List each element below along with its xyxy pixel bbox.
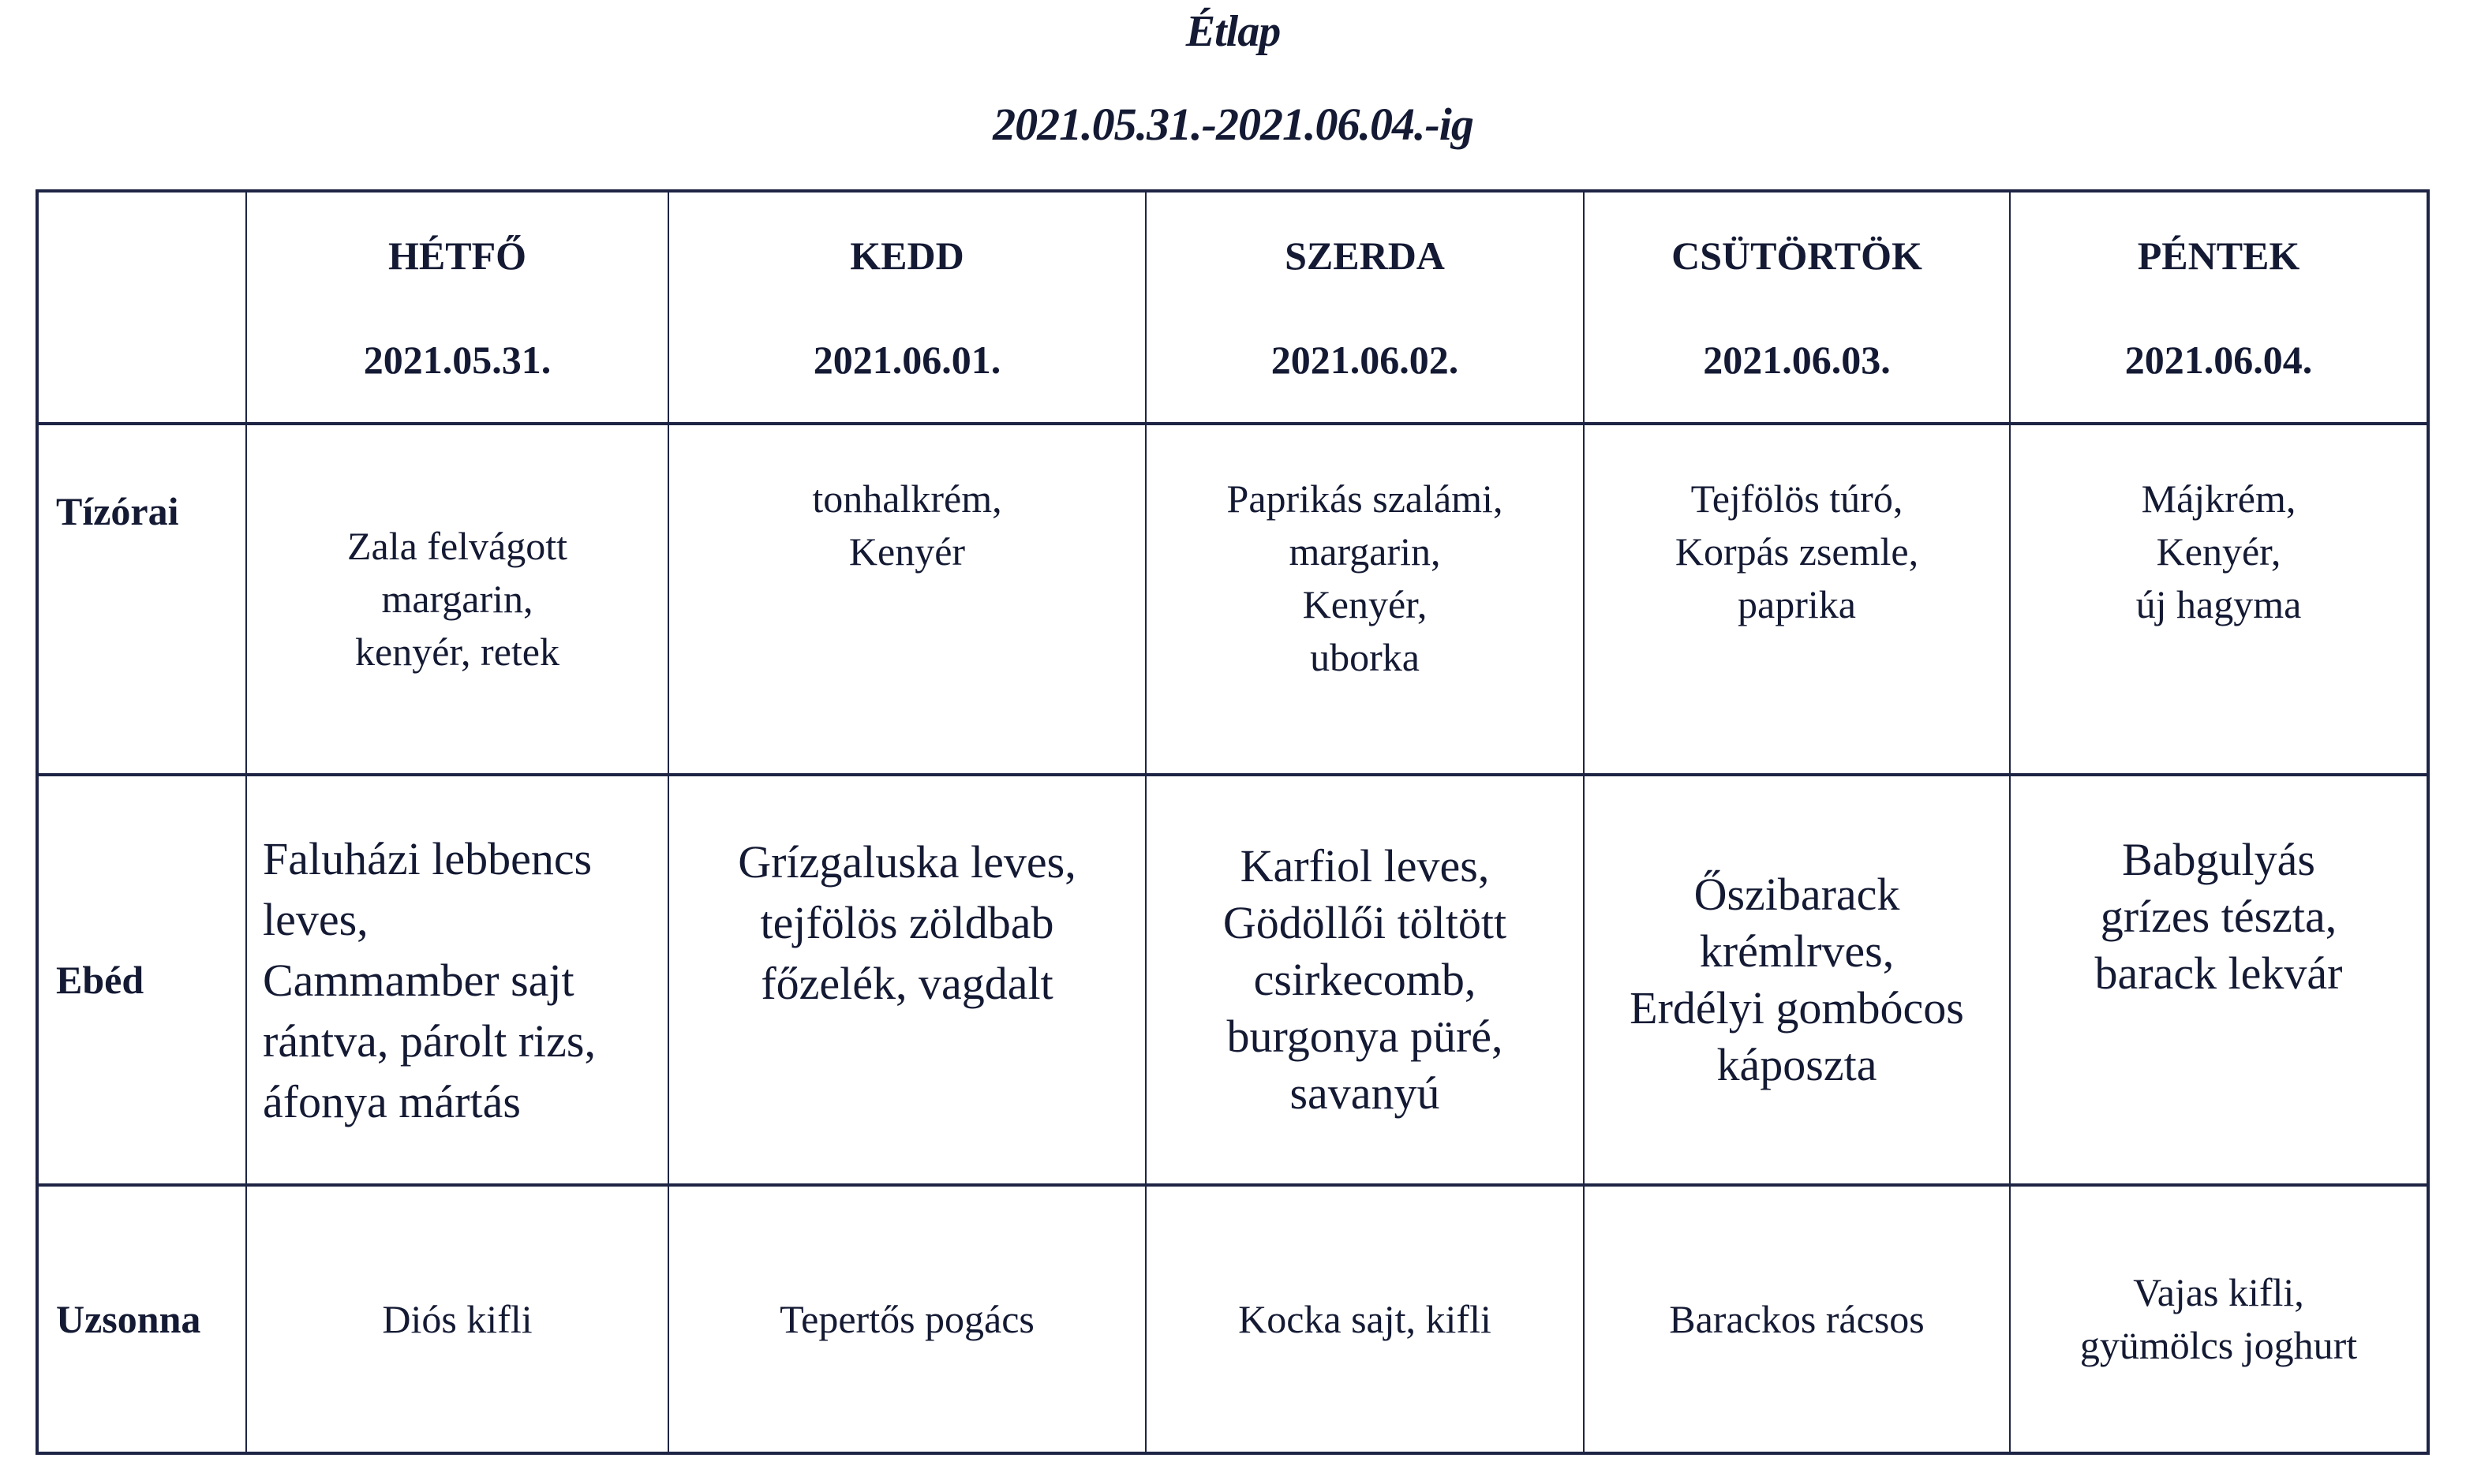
menu-line: burgonya püré, [1226,1011,1503,1062]
menu-cell [246,424,668,775]
menu-line: Kocka sajt, kifli [1238,1296,1491,1341]
page-title: Étlap [1185,7,1281,56]
menu-line: csirkecomb, [1253,954,1476,1005]
menu-cell [2010,775,2428,1185]
menu-line: Diós kifli [382,1296,533,1341]
menu-cell [246,1185,668,1453]
menu-line: Babgulyás [2122,834,2315,885]
day-date: 2021.06.02. [1270,337,1459,382]
day-header-monday [246,191,668,424]
day-name: KEDD [850,233,964,278]
day-name: HÉTFŐ [387,233,527,278]
table-row-uzsonna [37,1185,2428,1453]
table-row-ebed [37,775,2428,1185]
menu-line: gyümölcs joghurt [2079,1323,2358,1367]
menu-cell [1146,424,1584,775]
menu-line: új hagyma [2135,582,2302,626]
menu-line: tonhalkrém, [812,477,1002,521]
day-date: 2021.06.04. [2124,337,2313,382]
corner-cell [37,191,246,424]
menu-line: paprika [1738,582,1856,626]
menu-line: savanyú [1289,1067,1440,1119]
menu-cell [1584,1185,2010,1453]
menu-line: leves, [263,893,369,945]
menu-line: Májkrém, [2141,477,2296,521]
menu-line: tejfölös zöldbab [760,897,1054,948]
day-date: 2021.06.01. [813,337,1001,382]
menu-line: grízes tészta, [2100,891,2337,942]
day-header-friday [2010,191,2428,424]
header-row [37,191,2428,424]
menu-line: Zala felvágott [346,524,568,568]
menu-cell [1584,775,2010,1185]
menu-line: margarin, [1289,529,1441,574]
menu-cell [2010,1185,2428,1453]
menu-cell [1146,775,1584,1185]
menu-cell [246,775,668,1185]
menu-line: főzelék, vagdalt [761,958,1053,1009]
menu-cell [668,424,1146,775]
menu-cell [1584,424,2010,775]
menu-cell [2010,424,2428,775]
menu-line: Vajas kifli, [2133,1270,2304,1314]
row-label: Ebéd [37,775,246,1185]
menu-line: Erdélyi gombócos [1630,982,1964,1034]
day-name: SZERDA [1285,233,1445,278]
menu-line: Korpás zsemle, [1675,529,1919,574]
day-header-tuesday [668,191,1146,424]
menu-line: krémlrves, [1699,925,1895,977]
menu-line: áfonya mártás [263,1075,521,1127]
menu-line: Tepertős pogács [780,1296,1035,1341]
menu-line: Paprikás szalámi, [1226,477,1503,521]
date-range: 2021.05.31.-2021.06.04.-ig [993,99,1473,150]
row-label: Uzsonna [37,1185,246,1453]
menu-line: Karfiol leves, [1240,840,1490,892]
menu-line: Gödöllői töltött [1222,897,1507,948]
day-date: 2021.05.31. [363,337,552,382]
menu-line: Kenyér, [2156,529,2281,574]
menu-line: Tejfölös túró, [1690,477,1903,521]
table-row-tizorai [37,424,2428,775]
menu-line: rántva, párolt rizs, [263,1015,596,1067]
menu-line: Grízgaluska leves, [738,836,1076,888]
day-date: 2021.06.03. [1703,337,1891,382]
menu-line: Barackos rácsos [1669,1296,1925,1341]
menu-table [36,189,2430,1455]
day-name: CSÜTÖRTÖK [1671,233,1922,278]
menu-cell [668,1185,1146,1453]
menu-line: káposzta [1716,1039,1877,1090]
menu-line: kenyér, retek [355,630,559,674]
menu-line: uborka [1310,635,1420,679]
menu-line: Faluházi lebbencs [263,832,593,884]
row-label: Tízórai [37,424,246,775]
day-header-wednesday [1146,191,1584,424]
menu-line: barack lekvár [2094,948,2343,999]
menu-line: Kenyér, [1302,582,1428,626]
menu-cell [668,775,1146,1185]
menu-line: Őszibarack [1693,869,1900,920]
menu-line: Kenyér [848,529,966,574]
menu-cell [1146,1185,1584,1453]
menu-line: Cammamber sajt [263,954,574,1006]
day-name: PÉNTEK [2137,233,2300,278]
menu-line: margarin, [381,577,533,621]
day-header-thursday [1584,191,2010,424]
